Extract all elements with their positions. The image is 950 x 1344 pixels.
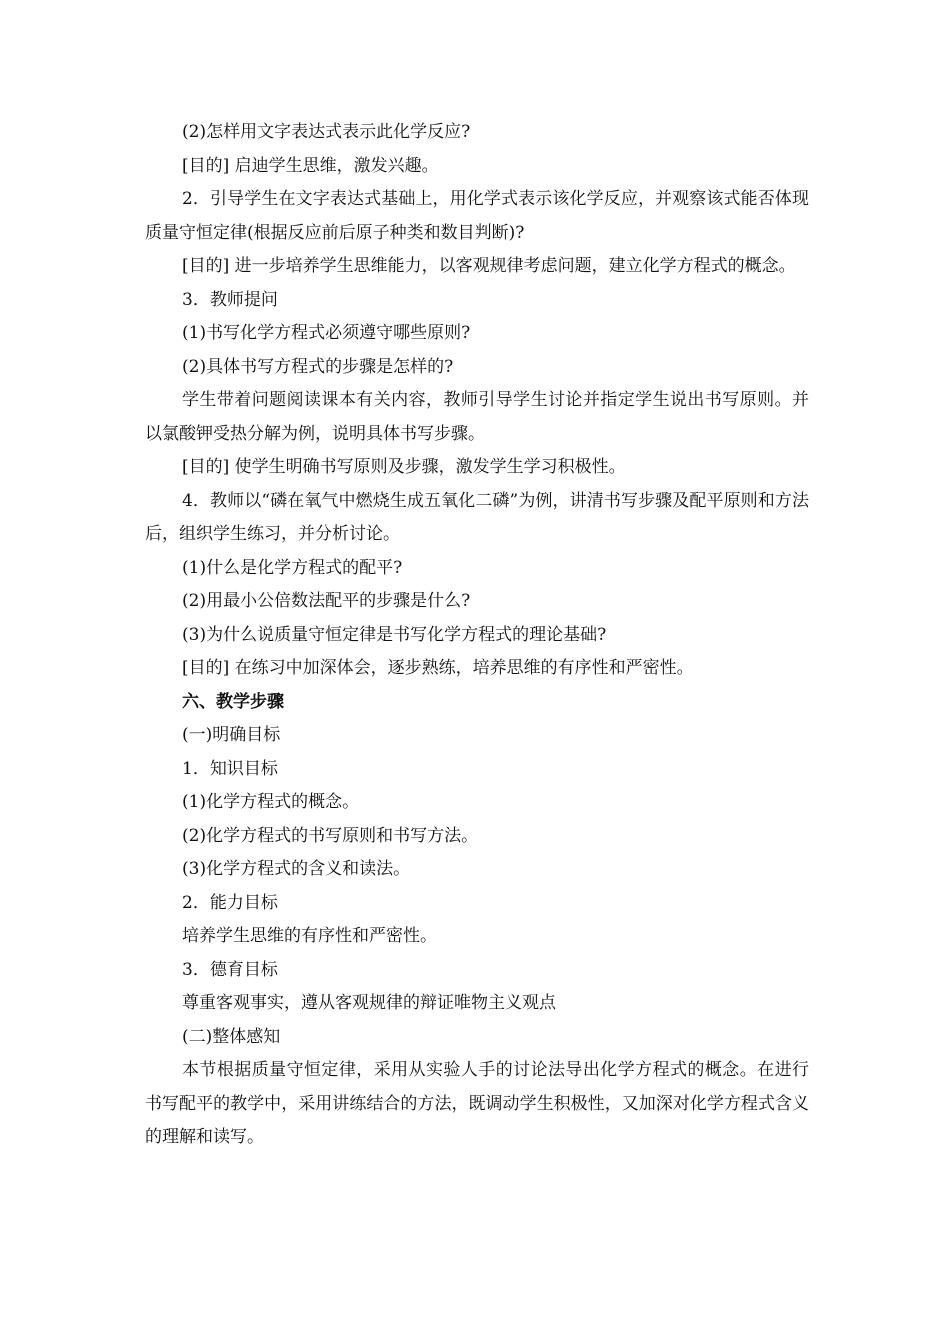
paragraph: 本节根据质量守恒定律，采用从实验人手的讨论法导出化学方程式的概念。在进行书写配平的教学中，采用讲练结合的方法，既调动学生积极性，又加深对化学方程式含义的理解和读写。 [145,1060,809,1147]
paragraph: (1)化学方程式的概念。 [182,792,360,812]
subsection-heading: (二)整体感知 [182,1026,281,1047]
paragraph: (1)什么是化学方程式的配平? [182,557,403,578]
paragraph: [目的] 进一步培养学生思维能力，以客观规律考虑问题，建立化学方程式的概念。 [182,256,796,276]
paragraph: [目的] 在练习中加深体会，逐步熟练，培养思维的有序性和严密性。 [182,658,694,678]
subsection-heading: (一)明确目标 [182,725,281,745]
paragraph: [目的] 使学生明确书写原则及步骤，激发学生学习积极性。 [182,457,626,477]
paragraph: 2．能力目标 [182,892,278,913]
paragraph: (2)怎样用文字表达式表示此化学反应? [182,122,471,142]
paragraph: [目的] 启迪学生思维，激发兴趣。 [182,155,439,176]
paragraph: (3)化学方程式的含义和读法。 [182,859,411,879]
paragraph: 培养学生思维的有序性和严密性。 [182,926,437,946]
paragraph: 3．教师提问 [182,289,278,310]
paragraph: 学生带着问题阅读课本有关内容，教师引导学生讨论并指定学生说出书写原则。并以氯酸钾受热分解为例，说明具体书写步骤。 [145,390,809,444]
paragraph: (2)化学方程式的书写原则和书写方法。 [182,825,479,846]
paragraph: (1)书写化学方程式必须遵守哪些原则? [182,323,471,343]
paragraph: 尊重客观事实，遵从客观规律的辩证唯物主义观点 [182,993,556,1013]
paragraph: 3．德育目标 [182,959,278,980]
section-heading: 六、教学步骤 [182,691,284,712]
paragraph: (2)用最小公倍数法配平的步骤是什么? [182,591,471,611]
paragraph: 4．教师以“磷在氧气中燃烧生成五氧化二磷”为例，讲清书写步骤及配平原则和方法后，组织学生练习，并分析讨论。 [145,490,809,544]
document-body [145,116,809,1155]
paragraph: (2)具体书写方程式的步骤是怎样的? [182,356,454,377]
paragraph: 1．知识目标 [182,758,278,779]
paragraph: 2．引导学生在文字表达式基础上，用化学式表示该化学反应，并观察该式能否体现质量守恒定律(根据反应前后原子种类和数目判断)? [145,189,809,243]
paragraph: (3)为什么说质量守恒定律是书写化学方程式的理论基础? [182,624,607,645]
